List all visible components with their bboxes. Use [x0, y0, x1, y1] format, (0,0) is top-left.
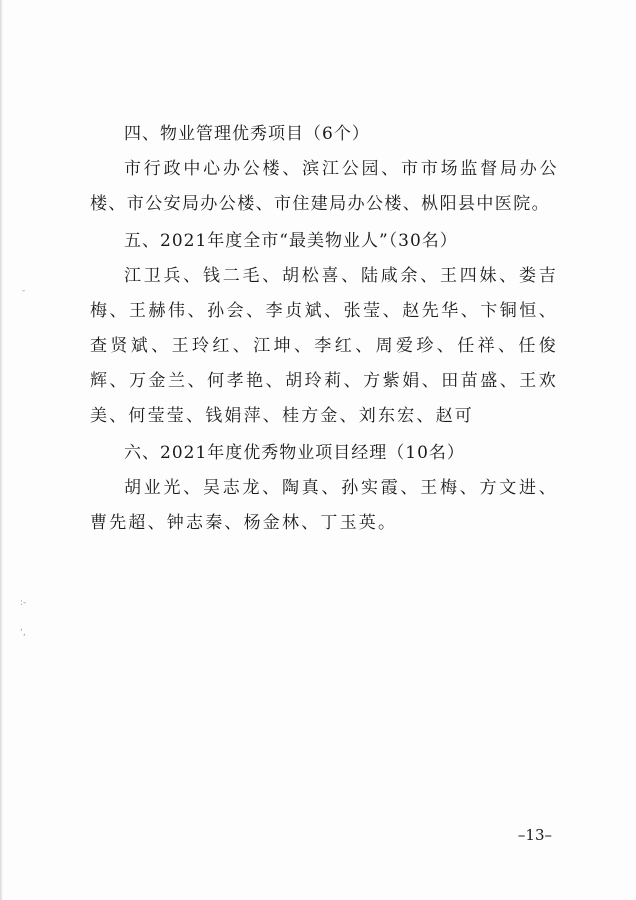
- margin-mark: -: [22, 286, 26, 296]
- margin-mark: :-: [20, 598, 27, 608]
- scan-edge-shadow: [0, 0, 3, 900]
- section-heading-project-managers: 六、2021年度优秀物业项目经理（10名）: [124, 443, 465, 463]
- section-heading-best-property-staff: 五、2021年度全市“最美物业人”（30名）: [124, 231, 458, 251]
- margin-mark: ‘,: [20, 628, 26, 638]
- section-body-best-property-staff: 江卫兵、钱二毛、胡松喜、陆咸余、王四妹、娄吉梅、王赫伟、孙会、李贞斌、张莹、赵先华、卞铜恒、查贤斌、王玲红、江坤、李红、周爱珍、任祥、任俊辉、万金兰、何孝艳、胡玲莉、方紫娟、田苗盛、王欢美、何莹莹、钱娟萍、桂方金、刘东宏、赵可: [90, 266, 558, 426]
- section-body-excellent-projects: 市行政中心办公楼、滨江公园、市市场监督局办公楼、市公安局办公楼、市住建局办公楼、枞阳县中医院。: [90, 159, 558, 214]
- document-body: [90, 116, 558, 542]
- section-body-project-managers: 胡业光、吴志龙、陶真、孙实霞、王梅、方文进、曹先超、钟志秦、杨金林、丁玉英。: [90, 478, 558, 533]
- page-number: –13–: [517, 826, 552, 844]
- section-heading-excellent-projects: 四、物业管理优秀项目（6个）: [124, 124, 370, 144]
